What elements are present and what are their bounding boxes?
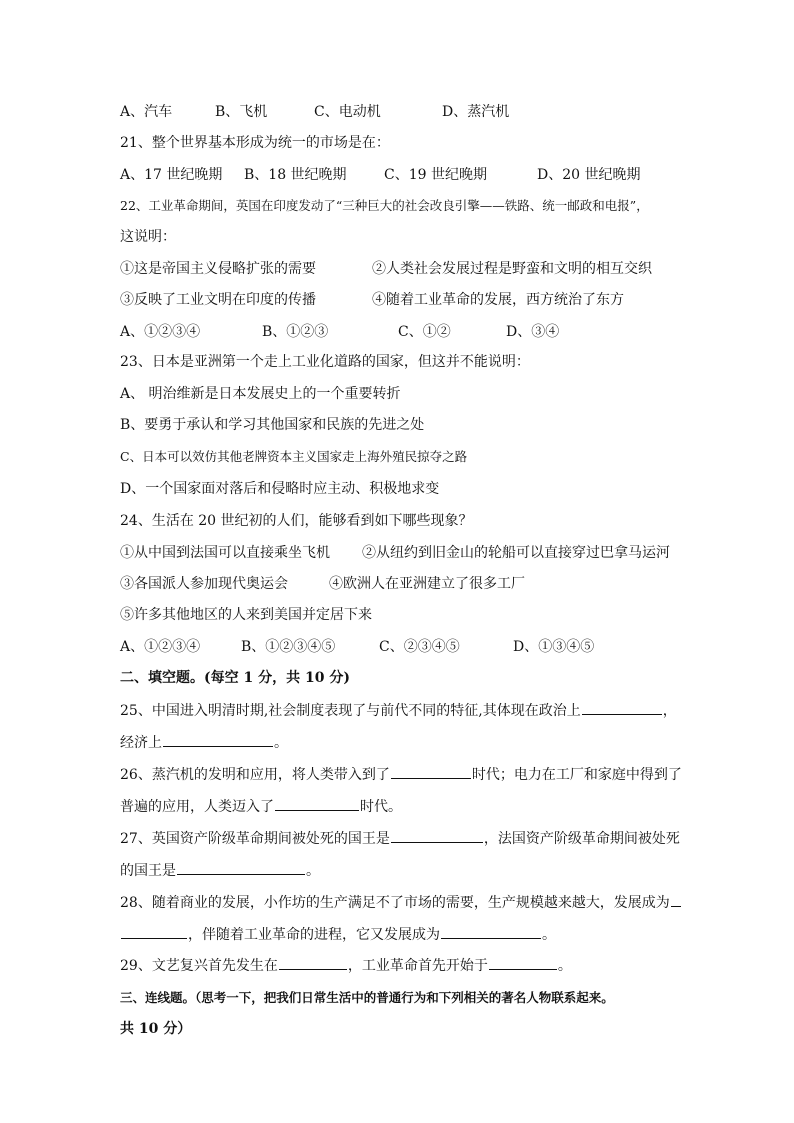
q22-statement-1: ①这是帝国主义侵略扩张的需要 (120, 261, 316, 277)
q29-text-1: 29、文艺复兴首先发生在 (120, 958, 278, 974)
q24-statement-3: ③各国派人参加现代奥运会 (120, 576, 288, 592)
q21-option-a: A、17 世纪晚期 (120, 167, 223, 183)
q20-option-d: D、蒸汽机 (442, 104, 510, 120)
q22-stem-line2: 这说明： (120, 229, 176, 245)
q27-blank-french-king[interactable] (177, 860, 305, 875)
q28-blank-workshop[interactable] (121, 924, 187, 939)
q25-text-1: 25、中国进入明清时期,社会制度表现了与前代不同的特征,其体现在政治上 (120, 703, 581, 719)
q23-option-d: D、一个国家面对落后和侵略时应主动、积极地求变 (120, 481, 440, 497)
q24-statement-1: ①从中国到法国可以直接乘坐飞机 (120, 545, 330, 561)
q26-line1 (120, 764, 682, 785)
q21-option-c: C、19 世纪晚期 (384, 167, 487, 183)
q24-option-b: B、①②③④⑤ (241, 639, 336, 655)
q24-statement-5: ⑤许多其他地区的人来到美国并定居下来 (120, 607, 372, 623)
q26-blank-electric-age[interactable] (275, 796, 359, 811)
q25-line1 (120, 700, 677, 721)
q21-option-b: B、18 世纪晚期 (244, 167, 347, 183)
q26-line2 (120, 796, 402, 817)
q22-statement-3: ③反映了工业文明在印度的传播 (120, 292, 316, 308)
q28-text-1: 28、随着商业的发展，小作坊的生产满足不了市场的需要，生产规模越来越大，发展成为 (120, 895, 670, 911)
q27-text-3: 的国王是 (120, 863, 176, 879)
q28-line1 (120, 892, 682, 913)
q26-text-2: 时代；电力在工厂和家庭中得到了 (471, 767, 682, 783)
q29-text-2: ，工业革命首先开始于 (347, 958, 488, 974)
q22-option-a: A、①②③④ (120, 324, 201, 340)
q25-blank-politics[interactable] (582, 700, 662, 715)
q29-line (120, 955, 572, 976)
q28-line2 (120, 924, 556, 945)
q22-stem-line1: 22、工业革命期间，英国在印度发动了“三种巨大的社会改良引擎——铁路、统一邮政和电报”， (120, 198, 649, 213)
q22-option-d: D、③④ (506, 324, 560, 340)
q21-option-d: D、20 世纪晚期 (537, 167, 641, 183)
q24-option-a: A、①②③④ (120, 639, 201, 655)
q27-line1 (120, 828, 680, 849)
section3-title-line2: 共 10 分） (120, 1021, 192, 1037)
q24-option-d: D、①③④⑤ (513, 639, 595, 655)
q22-option-c: C、①② (398, 324, 451, 340)
q27-text-4: 。 (306, 863, 320, 879)
q20-option-b: B、飞机 (215, 104, 268, 120)
q28-text-4: 。 (542, 927, 556, 943)
q29-text-3: 。 (557, 958, 572, 974)
q29-blank-industrial-revolution[interactable] (489, 955, 557, 970)
q23-stem: 23、日本是亚洲第一个走上工业化道路的国家，但这并不能说明： (120, 354, 530, 370)
q28-blank-factory[interactable] (441, 924, 541, 939)
q25-blank-economy[interactable] (163, 732, 273, 747)
q20-option-a: A、汽车 (120, 104, 173, 120)
q27-blank-english-king[interactable] (391, 828, 483, 843)
q24-option-c: C、②③④⑤ (379, 639, 460, 655)
q25-text-4: 。 (274, 735, 288, 751)
q22-option-b: B、①②③ (262, 324, 329, 340)
section2-title: 二、填空题。(每空 1 分，共 10 分) (120, 670, 350, 686)
q25-line2 (120, 732, 288, 753)
q22-statement-2: ②人类社会发展过程是野蛮和文明的相互交织 (372, 261, 652, 277)
q25-text-3: 经济上 (120, 735, 162, 751)
q26-blank-steam-age[interactable] (391, 764, 471, 779)
q26-text-4: 时代。 (360, 799, 402, 815)
q24-statement-2: ②从纽约到旧金山的轮船可以直接穿过巴拿马运河 (362, 545, 670, 561)
q27-text-2: ，法国资产阶级革命期间被处死 (483, 831, 680, 847)
q28-blank-workshop-start[interactable] (671, 892, 681, 907)
q25-text-2: ， (662, 703, 677, 719)
q21-stem: 21、整个世界基本形成为统一的市场是在： (120, 135, 390, 151)
q29-blank-renaissance[interactable] (279, 955, 347, 970)
q24-stem: 24、生活在 20 世纪初的人们，能够看到如下哪些现象？ (120, 513, 473, 529)
q22-statement-4: ④随着工业革命的发展，西方统治了东方 (372, 292, 624, 308)
q20-option-c: C、电动机 (314, 104, 381, 120)
q26-text-3: 普遍的应用，人类迈入了 (120, 799, 274, 815)
q26-text-1: 26、蒸汽机的发明和应用，将人类带入到了 (120, 767, 390, 783)
q23-option-c: C、日本可以效仿其他老牌资本主义国家走上海外殖民掠夺之路 (120, 449, 468, 464)
section3-title-line1: 三、连线题。（思考一下，把我们日常生活中的普通行为和下列相关的著名人物联系起来。 (120, 990, 614, 1005)
q24-statement-4: ④欧洲人在亚洲建立了很多工厂 (329, 576, 525, 592)
q23-option-b: B、要勇于承认和学习其他国家和民族的先进之处 (120, 417, 425, 433)
q28-text-3: ，伴随着工业革命的进程，它又发展成为 (188, 927, 440, 943)
q27-text-1: 27、英国资产阶级革命期间被处死的国王是 (120, 831, 390, 847)
q27-line2 (120, 860, 320, 881)
q23-option-a: A、 明治维新是日本发展史上的一个重要转折 (120, 386, 401, 402)
